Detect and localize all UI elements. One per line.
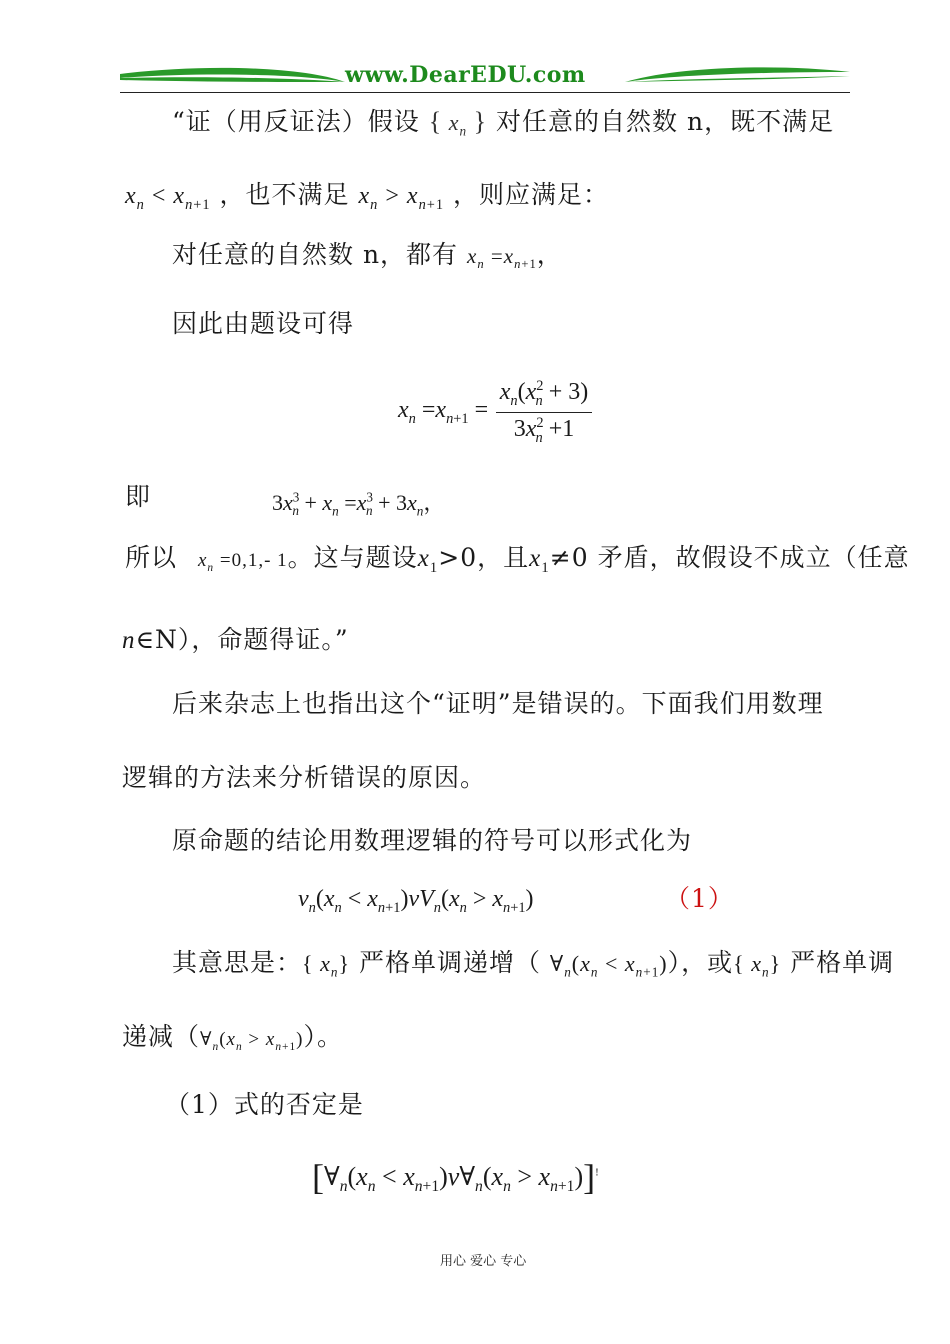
for-any-text: 对任意的自然数 n，都有 bbox=[172, 240, 459, 269]
ineq-xn-lt: $x_n < x_{n+1}$ bbox=[125, 183, 211, 213]
ineq-xn-gt: $x_n > x_{n+1}$ bbox=[358, 183, 445, 213]
header-rule bbox=[120, 92, 850, 93]
cond-2-text: ≠0 矛盾，故假设不成立（任意 bbox=[549, 543, 910, 572]
para-8: （1）式的否定是 bbox=[165, 1090, 364, 1119]
left-swoosh-tail bbox=[120, 77, 345, 82]
equation-cubic: $3x^3_n + x_n =x^3_n + 3x_n$， bbox=[272, 489, 446, 519]
para-5-line-2: 逻辑的方法来分析错误的原因。 bbox=[122, 763, 487, 792]
para-1-rest: 对任意的自然数 n，既不满足 bbox=[496, 107, 835, 136]
contradiction-text: 这与题设 bbox=[313, 543, 418, 572]
eq-xn-equal: $x_n =x_{n+1}$ bbox=[467, 244, 537, 272]
para-7-line-2: 递减$(\forall_n(x_n > x_{n+1}))$。 bbox=[122, 1022, 343, 1053]
para-3: 因此由题设可得 bbox=[172, 309, 355, 338]
para-1-line-1 bbox=[172, 107, 834, 146]
equation-1: $v_n(x_n < x_{n+1})vV_n(x_n > x_{n+1})$ bbox=[298, 886, 534, 916]
para-1-line-2 bbox=[125, 180, 609, 220]
equation-fraction: $x_n =x_{n+1}$ = $\frac{x_n(x^2_n + 3)}{3x^2_n +1}$ bbox=[398, 378, 592, 447]
cond-1-text: >0，且 bbox=[438, 543, 530, 572]
negation-equation: [$\forall_n(x_n$ < $x_{n+1})v\forall_n(x_n > x_{n+1})]^!$ bbox=[312, 1157, 599, 1197]
end-text: ）。 bbox=[303, 1022, 343, 1051]
para-6: 原命题的结论用数理逻辑的符号可以形式化为 bbox=[172, 826, 693, 855]
so-text: 所以 bbox=[125, 543, 178, 572]
quote-start-text: “证（用反证法）假设 bbox=[172, 107, 420, 136]
strictly-monotone-text: 严格单调 bbox=[790, 948, 895, 977]
footer-text: 用心 爱心 专心 bbox=[440, 1254, 527, 1269]
para-2: 对任意的自然数 n，都有 $x_n =x_{n+1}$， bbox=[172, 240, 563, 272]
set-xn: { $x_n$ } bbox=[428, 107, 488, 139]
para-7-line-1: 其意思是：{ $x_n$} 严格单调递增（ $\forall_n(x_n < x_{n+1})$），或{ $x_n$} 严格单调 bbox=[172, 948, 895, 980]
para-4-line-1: 所以 $x_n =0,1,-$ 1。这与题设$x_1>0$，且$x_1\ne 0$ 矛盾，故假设不成立（任意 bbox=[125, 543, 910, 576]
equation-1-label: （1） bbox=[665, 884, 734, 913]
right-swoosh bbox=[625, 67, 850, 82]
eq-xn-values: $x_n =0,1,-$ 1 bbox=[197, 550, 288, 574]
site-url[interactable]: www.DearEDU.com bbox=[345, 62, 586, 88]
meaning-text: 其意思是： bbox=[172, 948, 303, 977]
not-satisfy-text: ，也不满足 bbox=[219, 180, 350, 209]
para-5-line-1: 后来杂志上也指出这个“证明”是错误的。下面我们用数理 bbox=[172, 689, 824, 718]
then-satisfy-text: ，则应满足： bbox=[453, 180, 610, 209]
label-ji: 即 bbox=[125, 482, 152, 511]
increasing-text: 严格单调递增（ bbox=[358, 948, 541, 977]
decreasing-text: 递减（ bbox=[122, 1022, 201, 1051]
or-text: ），或 bbox=[667, 948, 734, 977]
proof-complete-text: ∈N），命题得证。” bbox=[135, 625, 349, 654]
para-4-line-2: n∈N），命题得证。” bbox=[122, 625, 349, 654]
